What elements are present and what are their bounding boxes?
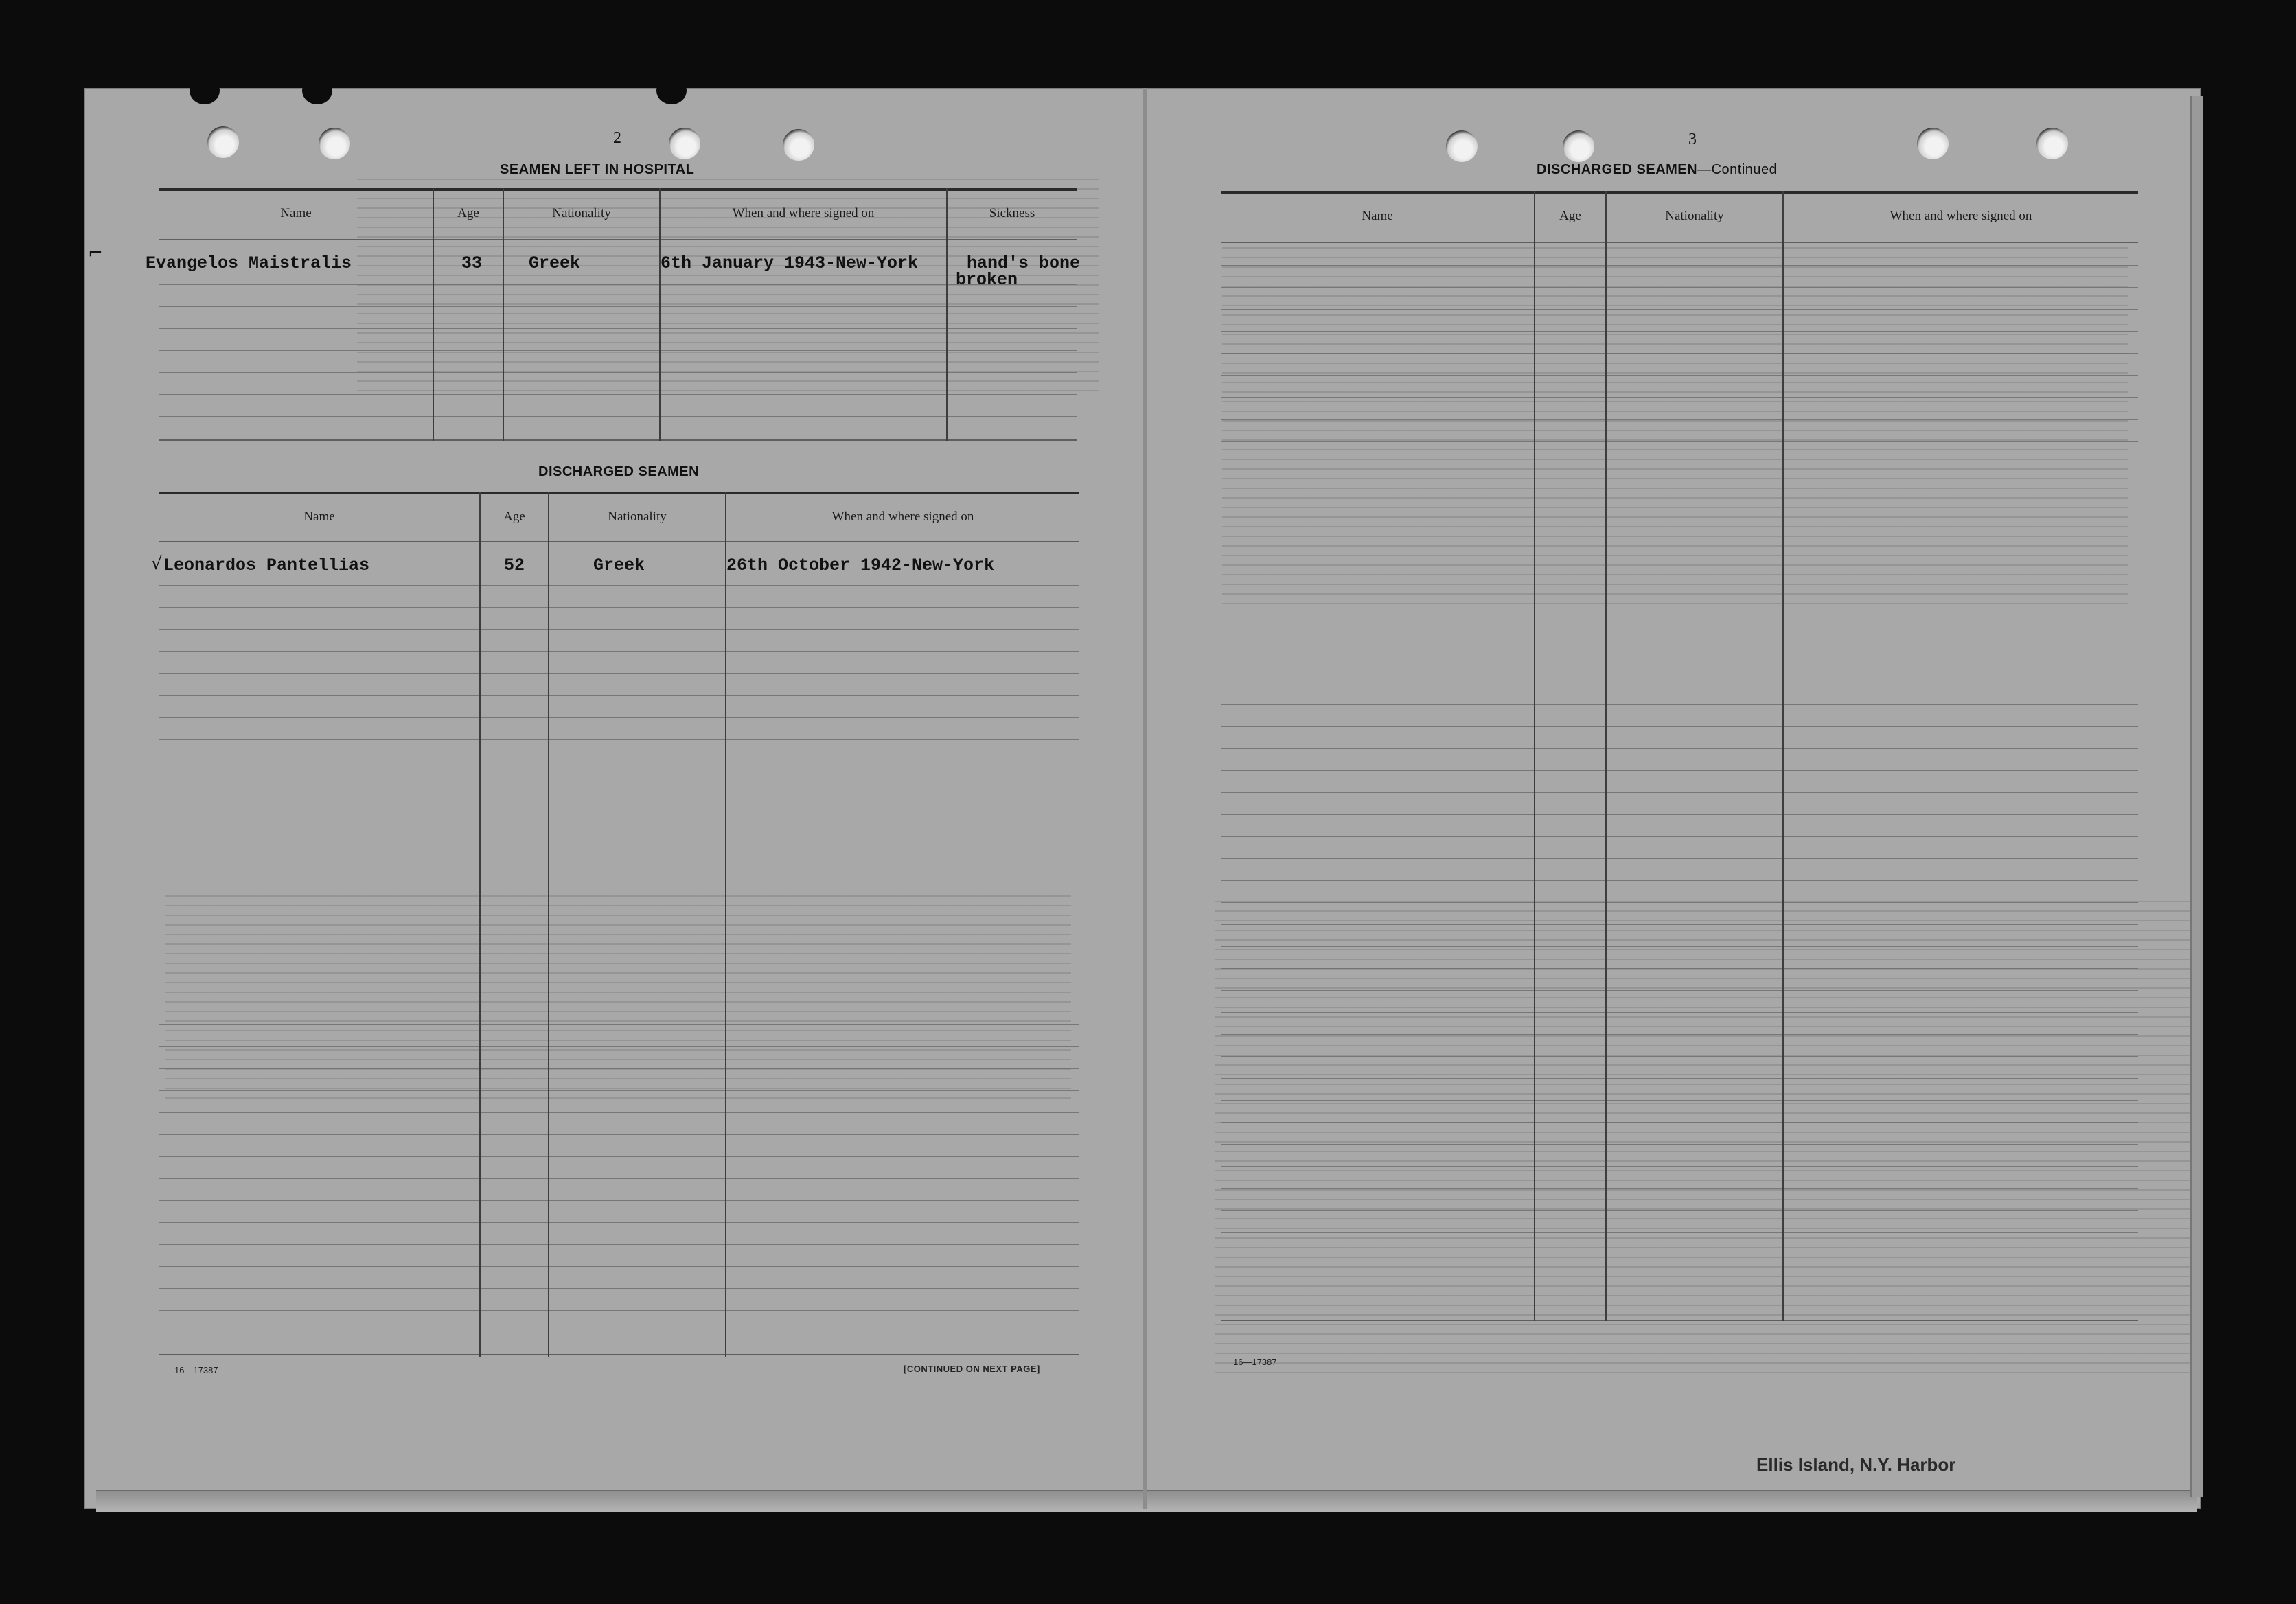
header-nationality: Nationality [1665,209,1724,223]
check-mark: √ [151,553,163,574]
cell-nationality: Greek [529,253,581,273]
page-number: 2 [613,129,621,147]
punch-hole [2036,128,2068,159]
header-age: Age [1559,209,1581,223]
cell-sickness: hand's bone [967,253,1081,273]
discharged-table [159,492,1079,1357]
form-code: 16—17387 [174,1365,218,1375]
header-name: Name [303,509,335,524]
section-title-discharged: DISCHARGED SEAMEN [538,464,700,479]
top-hole [656,77,687,104]
punch-hole [1446,130,1478,162]
cell-signed-on: 26th October 1942-New-York [726,555,995,575]
header-name: Name [1362,209,1393,223]
sheet-right-edge [2190,96,2203,1497]
header-nationality: Nationality [552,206,611,220]
hospital-table [146,188,1081,441]
continued-note: [CONTINUED ON NEXT PAGE] [904,1364,1040,1374]
header-signed-on: When and where signed on [1890,209,2032,223]
punch-hole [319,128,350,159]
sheet-stack-edge [96,1490,2197,1512]
cell-age: 33 [461,253,483,273]
cell-sickness: broken [956,270,1018,290]
top-hole [302,77,332,104]
punch-hole [1917,128,1949,159]
header-name: Name [280,206,312,220]
ellis-island-stamp: Ellis Island, N.Y. Harbor [1756,1454,1956,1475]
header-signed-on: When and where signed on [732,206,875,220]
punch-hole [669,128,700,159]
cell-name: Leonardos Pantellias [163,555,370,575]
header-signed-on: When and where signed on [831,509,974,524]
punch-hole [207,126,239,158]
header-age: Age [503,509,525,524]
punch-hole [1563,130,1594,162]
section-title-hospital: SEAMEN LEFT IN HOSPITAL [500,162,695,177]
section-title-discharged-continued: DISCHARGED SEAMEN—Continued [1537,162,1778,177]
page-number: 3 [1688,130,1697,148]
punch-hole [783,129,814,161]
header-age: Age [457,206,479,220]
discharged-table-continued [1221,191,2138,1351]
top-hole [190,77,220,104]
form-code: 16—17387 [1233,1357,1277,1367]
cell-signed-on: 6th January 1943-New-York [661,253,919,273]
cell-age: 52 [504,555,525,575]
check-mark: ⌐ [88,243,103,264]
page-fold [1143,88,1147,1509]
cell-nationality: Greek [593,555,645,575]
header-nationality: Nationality [608,509,667,524]
header-sickness: Sickness [989,206,1035,220]
cell-name: Evangelos Maistralis [146,253,352,273]
